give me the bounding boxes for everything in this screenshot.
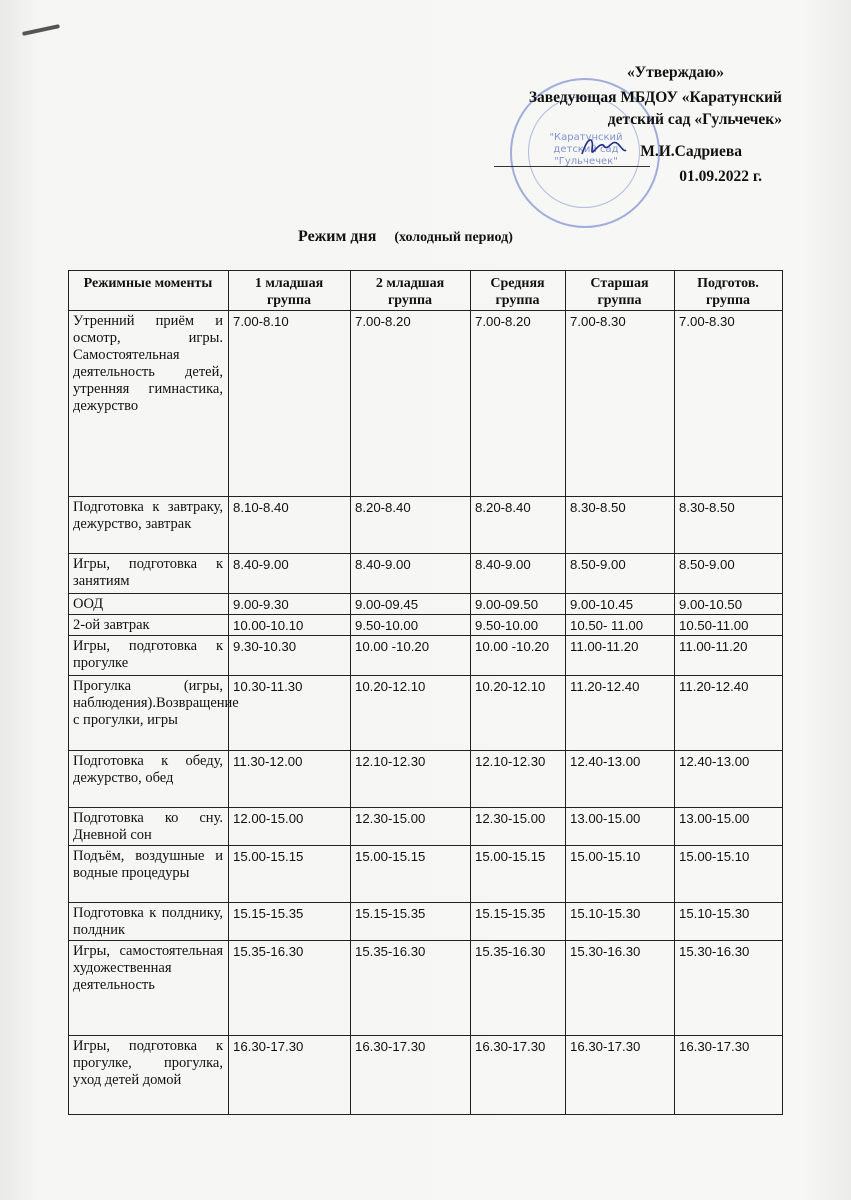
time-cell: 15.00-15.15: [471, 846, 566, 903]
time-cell: 12.30-15.00: [471, 808, 566, 846]
time-cell: 7.00-8.20: [471, 311, 566, 497]
table-header-row: [69, 271, 783, 311]
approval-role-line2: детский сад «Гульчечек»: [607, 111, 782, 128]
time-cell: 9.30-10.30: [229, 636, 351, 676]
time-cell: 12.40-13.00: [566, 751, 675, 808]
moment-cell: Прогулка (игры, наблюдения).Возвращение с прогулки, игры: [69, 676, 229, 751]
time-cell: 8.20-8.40: [471, 497, 566, 554]
stamp-line: "Гульчечек": [554, 156, 618, 167]
time-cell: 16.30-17.30: [471, 1036, 566, 1115]
time-cell: 16.30-17.30: [351, 1036, 471, 1115]
time-cell: 12.30-15.00: [351, 808, 471, 846]
header-group1: 1 младшая группа: [229, 271, 351, 311]
stamp-line: детский сад: [553, 144, 619, 155]
time-cell: 15.00-15.15: [351, 846, 471, 903]
table-row: [69, 554, 783, 594]
time-cell: 15.30-16.30: [566, 941, 675, 1036]
table-row: [69, 941, 783, 1036]
time-cell: 13.00-15.00: [675, 808, 783, 846]
time-cell: 15.00-15.10: [566, 846, 675, 903]
time-cell: 16.30-17.30: [566, 1036, 675, 1115]
table-row: [69, 594, 783, 615]
time-cell: 9.00-9.30: [229, 594, 351, 615]
time-cell: 8.30-8.50: [566, 497, 675, 554]
time-cell: 16.30-17.30: [675, 1036, 783, 1115]
moment-cell: 2-ой завтрак: [69, 615, 229, 636]
page-title: [298, 228, 513, 246]
time-cell: 10.50-11.00: [675, 615, 783, 636]
time-cell: 15.00-15.15: [229, 846, 351, 903]
moment-cell: Игры, подготовка к прогулке, прогулка, уход детей домой: [69, 1036, 229, 1115]
table-row: [69, 751, 783, 808]
table-row: [69, 903, 783, 941]
table-row: [69, 311, 783, 497]
table-row: [69, 808, 783, 846]
time-cell: 7.00-8.20: [351, 311, 471, 497]
time-cell: 15.35-16.30: [471, 941, 566, 1036]
time-cell: 7.00-8.10: [229, 311, 351, 497]
time-cell: 11.30-12.00: [229, 751, 351, 808]
time-cell: 9.00-09.45: [351, 594, 471, 615]
time-cell: 15.15-15.35: [229, 903, 351, 941]
time-cell: 11.20-12.40: [566, 676, 675, 751]
time-cell: 8.50-9.00: [675, 554, 783, 594]
time-cell: 12.10-12.30: [351, 751, 471, 808]
approval-date: 01.09.2022 г.: [679, 168, 762, 185]
table-row: [69, 497, 783, 554]
time-cell: 8.40-9.00: [471, 554, 566, 594]
time-cell: 10.00-10.10: [229, 615, 351, 636]
time-cell: 15.35-16.30: [229, 941, 351, 1036]
time-cell: 15.15-15.35: [471, 903, 566, 941]
moment-cell: Игры, подготовка к прогулке: [69, 636, 229, 676]
pen-mark: [22, 24, 60, 36]
time-cell: 7.00-8.30: [675, 311, 783, 497]
header-senior: Старшая группа: [566, 271, 675, 311]
time-cell: 8.10-8.40: [229, 497, 351, 554]
time-cell: 8.40-9.00: [229, 554, 351, 594]
table-row: [69, 615, 783, 636]
moment-cell: Подъём, воздушные и водные процедуры: [69, 846, 229, 903]
table-row: [69, 1036, 783, 1115]
time-cell: 9.00-09.50: [471, 594, 566, 615]
time-cell: 9.50-10.00: [351, 615, 471, 636]
time-cell: 12.00-15.00: [229, 808, 351, 846]
time-cell: 9.00-10.45: [566, 594, 675, 615]
time-cell: 8.20-8.40: [351, 497, 471, 554]
time-cell: 10.00 -10.20: [351, 636, 471, 676]
header-moments: Режимные моменты: [69, 271, 229, 311]
time-cell: 7.00-8.30: [566, 311, 675, 497]
moment-cell: Игры, самостоятельная художественная деятельность: [69, 941, 229, 1036]
time-cell: 15.35-16.30: [351, 941, 471, 1036]
moment-cell: Подготовка к обеду, дежурство, обед: [69, 751, 229, 808]
time-cell: 8.50-9.00: [566, 554, 675, 594]
approval-title: «Утверждаю»: [626, 64, 724, 81]
time-cell: 15.10-15.30: [675, 903, 783, 941]
time-cell: 11.00-11.20: [566, 636, 675, 676]
moment-cell: Утренний приём и осмотр, игры. Самостоятельная деятельность детей, утренняя гимнастика, дежурство: [69, 311, 229, 497]
moment-cell: ООД: [69, 594, 229, 615]
time-cell: 16.30-17.30: [229, 1036, 351, 1115]
approver-name: М.И.Садриева: [640, 143, 742, 160]
schedule-table: [68, 270, 783, 1115]
time-cell: 12.40-13.00: [675, 751, 783, 808]
moment-cell: Подготовка к завтраку, дежурство, завтрак: [69, 497, 229, 554]
time-cell: 15.00-15.10: [675, 846, 783, 903]
title-subtitle: (холодный период): [394, 230, 513, 245]
time-cell: 13.00-15.00: [566, 808, 675, 846]
time-cell: 8.30-8.50: [675, 497, 783, 554]
header-middle: Средняя группа: [471, 271, 566, 311]
time-cell: 9.50-10.00: [471, 615, 566, 636]
time-cell: 15.30-16.30: [675, 941, 783, 1036]
signature-line: [494, 166, 650, 167]
approval-role-line1: Заведующая МБДОУ «Каратунский: [528, 89, 782, 106]
table-row: [69, 676, 783, 751]
table-row: [69, 846, 783, 903]
time-cell: 15.10-15.30: [566, 903, 675, 941]
time-cell: 9.00-10.50: [675, 594, 783, 615]
time-cell: 10.20-12.10: [471, 676, 566, 751]
time-cell: 10.00 -10.20: [471, 636, 566, 676]
table-row: [69, 636, 783, 676]
moment-cell: Подготовка к полднику, полдник: [69, 903, 229, 941]
stamp-line: "Каратунский: [549, 132, 623, 143]
time-cell: 10.20-12.10: [351, 676, 471, 751]
time-cell: 11.20-12.40: [675, 676, 783, 751]
time-cell: 10.50- 11.00: [566, 615, 675, 636]
title-text: Режим дня: [298, 228, 377, 245]
moment-cell: Подготовка ко сну. Дневной сон: [69, 808, 229, 846]
moment-cell: Игры, подготовка к занятиям: [69, 554, 229, 594]
time-cell: 8.40-9.00: [351, 554, 471, 594]
time-cell: 10.30-11.30: [229, 676, 351, 751]
time-cell: 15.15-15.35: [351, 903, 471, 941]
header-group2: 2 младшая группа: [351, 271, 471, 311]
time-cell: 12.10-12.30: [471, 751, 566, 808]
time-cell: 11.00-11.20: [675, 636, 783, 676]
header-prep: Подготов. группа: [675, 271, 783, 311]
